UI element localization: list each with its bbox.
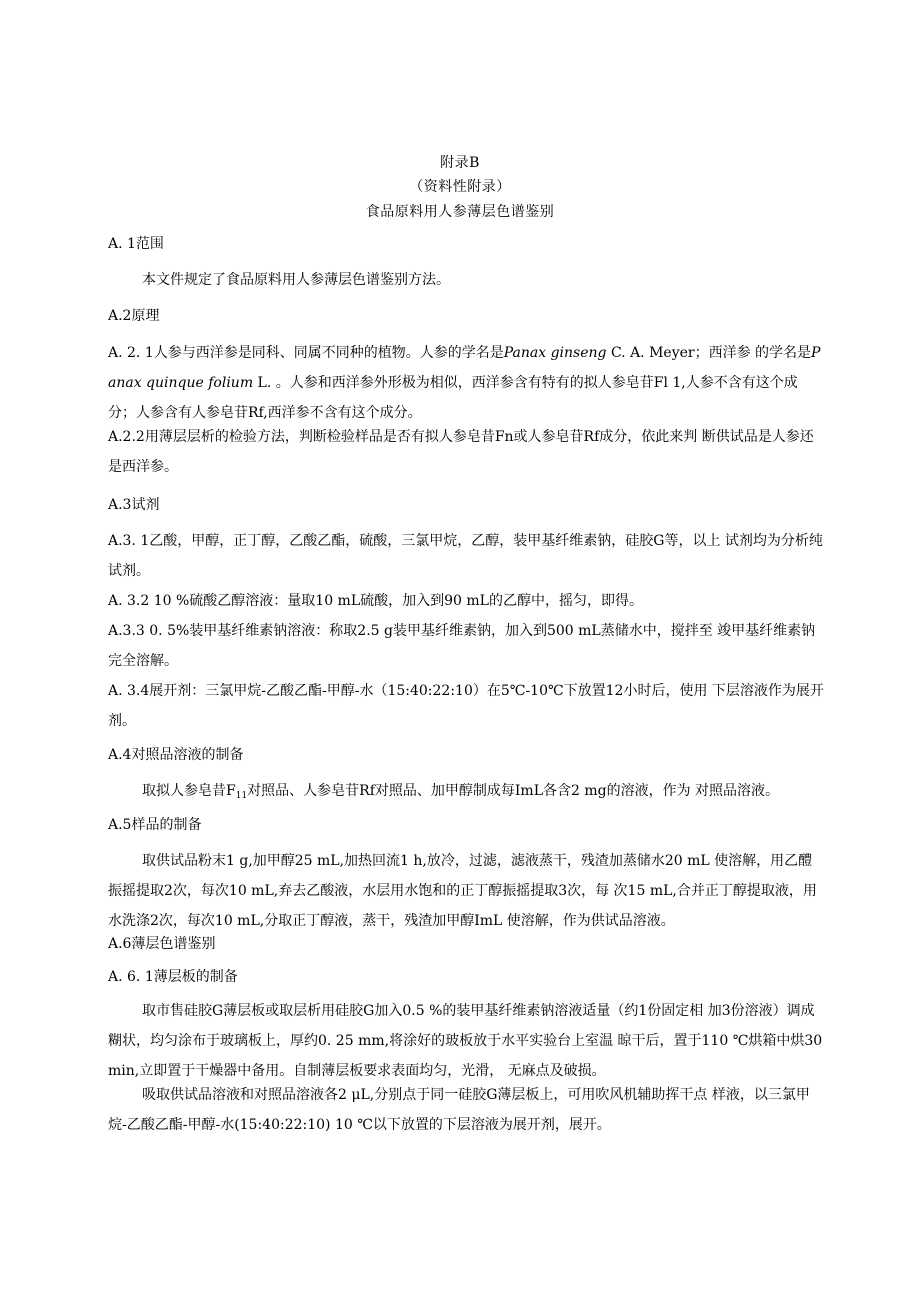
reagents-paragraph-1: A.3. 1乙酸，甲醇，正丁醇，乙酸乙酯，硫酸，三氯甲烷，乙醇，装甲基纤维素钠，硅胶G等，以上 试剂均为分析纯试剂。 bbox=[108, 533, 823, 579]
principle-paragraph-2: A.2.2用薄层层析的检验方法，判断检验样品是否有拟人参皂昔Fn或人参皂苷Rf成分，依此来判 断供试品是人参还是西洋参。 bbox=[108, 429, 814, 475]
appendix-type: （资料性附录） bbox=[409, 179, 511, 195]
section-heading-tlc: A.6薄层色谱鉴别 bbox=[108, 936, 216, 952]
principle-paragraph-1 bbox=[108, 338, 824, 428]
plate-preparation-paragraph: 取市售硅胶G薄层板或取层析用硅胶G加入0.5 %的装甲基纤维素钠溶液适量（约1份固定相 加3份溶液）调成糊状，均匀涂布于玻璃板上，厚约0. 25 mm,将涂好的玻板放于水平实验台上室温 晾干后，置于110 ℃烘箱中烘30 min,立即置于干燥器中备用。自制薄层板要求表面均匀，光滑， 无麻点及破损。 bbox=[108, 1003, 823, 1079]
section-heading-scope: A. 1范围 bbox=[108, 236, 164, 252]
spotting-paragraph: 吸取供试品溶液和对照品溶液各2 μL,分别点于同一硅胶G薄层板上，可用吹风机辅助挥干点 样液，以三氯甲烷-乙酸乙酯-甲醇-水(15:40:22:10) 10 ℃以下放置的下层溶液为展开剂，展开。 bbox=[108, 1087, 810, 1133]
principle-text-a: A. 2. 1人参与西洋参是同科、同属不同种的植物。人参的学名是 bbox=[108, 345, 504, 361]
reference-subscript: 11 bbox=[235, 791, 248, 801]
reference-solution-paragraph bbox=[108, 776, 824, 811]
latin-name-ginseng: Panax ginseng bbox=[503, 345, 607, 361]
scope-text: 本文件规定了食品原料用人参薄层色谱鉴别方法。 bbox=[142, 272, 450, 288]
principle-text-e: L. 。人参和西洋参外形极为相似，西洋参含有特有的拟人参皂苷Fl 1,人参不含有这个成分；人参含有人参皂苷Rf,西洋参不含有这个成分。 bbox=[108, 375, 798, 421]
reference-text-a: 取拟人参皂昔F bbox=[142, 783, 236, 799]
reference-text-b: 对照品、人参皂苷Rf对照品、加甲醇制成每ImL各含2 mg的溶液，作为 对照品溶液。 bbox=[247, 783, 780, 799]
section-heading-sample-preparation: A.5样品的制备 bbox=[108, 817, 202, 833]
section-heading-reference-solution: A.4对照品溶液的制备 bbox=[108, 747, 244, 763]
sample-preparation-paragraph: 取供试品粉末1 g,加甲醇25 mL,加热回流1 h,放冷，过滤，滤液蒸干，残渣加蒸储水20 mL 使溶解，用乙醴振摇提取2次，每次10 mL,弃去乙酸液，水层用水饱和的正丁醇振摇提取3次，每 次15 mL,合并正丁醇提取液，用水洗涤2次，每次10 mL,分取正丁醇液，蒸干，残渣加甲醇ImL 使溶解，作为供试品溶液。 bbox=[108, 853, 817, 929]
section-heading-principle: A.2原理 bbox=[108, 308, 160, 324]
appendix-label: 附录B bbox=[440, 155, 480, 171]
latin-name-quinquefolium: Panax quinque folium bbox=[108, 345, 821, 391]
principle-text-c: C. A. Meyer；西洋参 的学名是 bbox=[606, 345, 812, 361]
reagents-paragraph-3: A.3.3 0. 5%装甲基纤维素钠溶液：称取2.5 g装甲基纤维素钠，加入到500 mL蒸储水中，搅拌至 竣甲基纤维素钠完全溶解。 bbox=[108, 623, 816, 669]
document-title: 食品原料用人参薄层色谱鉴别 bbox=[365, 204, 555, 220]
section-heading-reagents: A.3试剂 bbox=[108, 497, 160, 513]
reagents-paragraph-2: A. 3.2 10 %硫酸乙醇溶液：量取10 mL硫酸，加入到90 mL的乙醇中，摇匀，即得。 bbox=[108, 593, 643, 609]
subsection-heading-plate: A. 6. 1薄层板的制备 bbox=[108, 969, 238, 985]
reagents-paragraph-4: A. 3.4展开剂：三氯甲烷-乙酸乙酯-甲醇-水（15:40:22:10）在5℃-10℃下放置12小时后，使用 下层溶液作为展开剂。 bbox=[108, 683, 824, 729]
